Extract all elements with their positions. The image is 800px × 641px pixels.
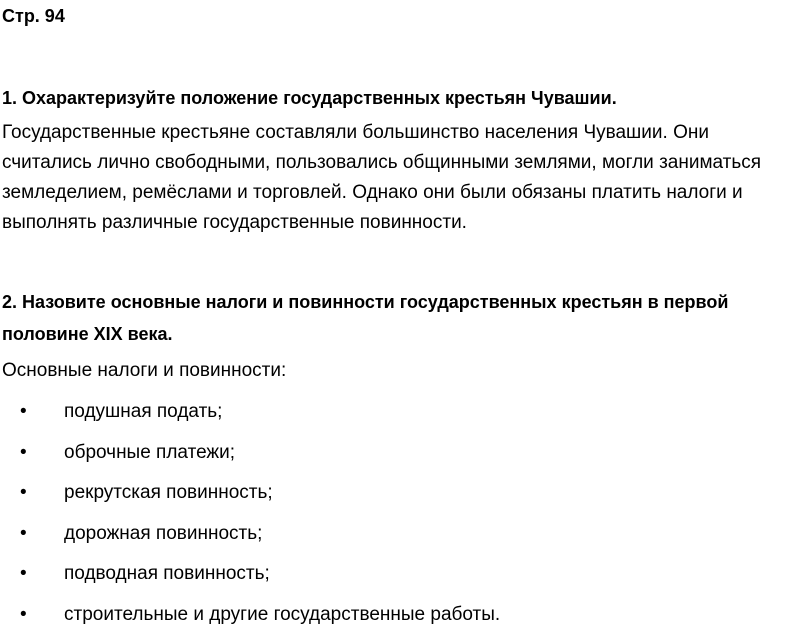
list-item-text: подушная подать; [64, 401, 223, 422]
bullet-icon: • [20, 401, 27, 422]
bullet-icon: • [20, 522, 27, 544]
list-item [0, 478, 790, 519]
list-item [0, 438, 790, 479]
question-2-heading: 2. Назовите основные налоги и повинности государственных крестьян в первой половине XIX века. [2, 292, 729, 344]
list-item [0, 397, 790, 438]
list-item [0, 519, 790, 560]
list-item-text: дорожная повинность; [64, 522, 263, 544]
question-2-list [0, 397, 790, 641]
list-item [0, 559, 790, 600]
question-2-intro: Основные налоги и повинности: [2, 360, 287, 381]
bullet-icon: • [20, 603, 27, 625]
list-item [0, 600, 790, 641]
page-label: Стр. 94 [2, 6, 65, 26]
question-1-answer: Государственные крестьяне составляли большинство населения Чувашии. Они считались лично свободными, пользовались общинными землями, могли заниматься земледелием, ремёслами и торговлей. Однако они были обязаны платить налоги и выполнять различные государственные повинности. [2, 122, 762, 233]
bullet-icon: • [20, 441, 27, 463]
bullet-icon: • [20, 482, 27, 504]
list-item-text: рекрутская повинность; [64, 482, 273, 504]
list-item-text: строительные и другие государственные работы. [64, 603, 501, 625]
question-1-heading: 1. Охарактеризуйте положение государственных крестьян Чувашии. [2, 88, 617, 108]
list-item-text: оброчные платежи; [64, 441, 236, 463]
bullet-icon: • [20, 563, 27, 585]
list-item-text: подводная повинность; [64, 563, 270, 585]
